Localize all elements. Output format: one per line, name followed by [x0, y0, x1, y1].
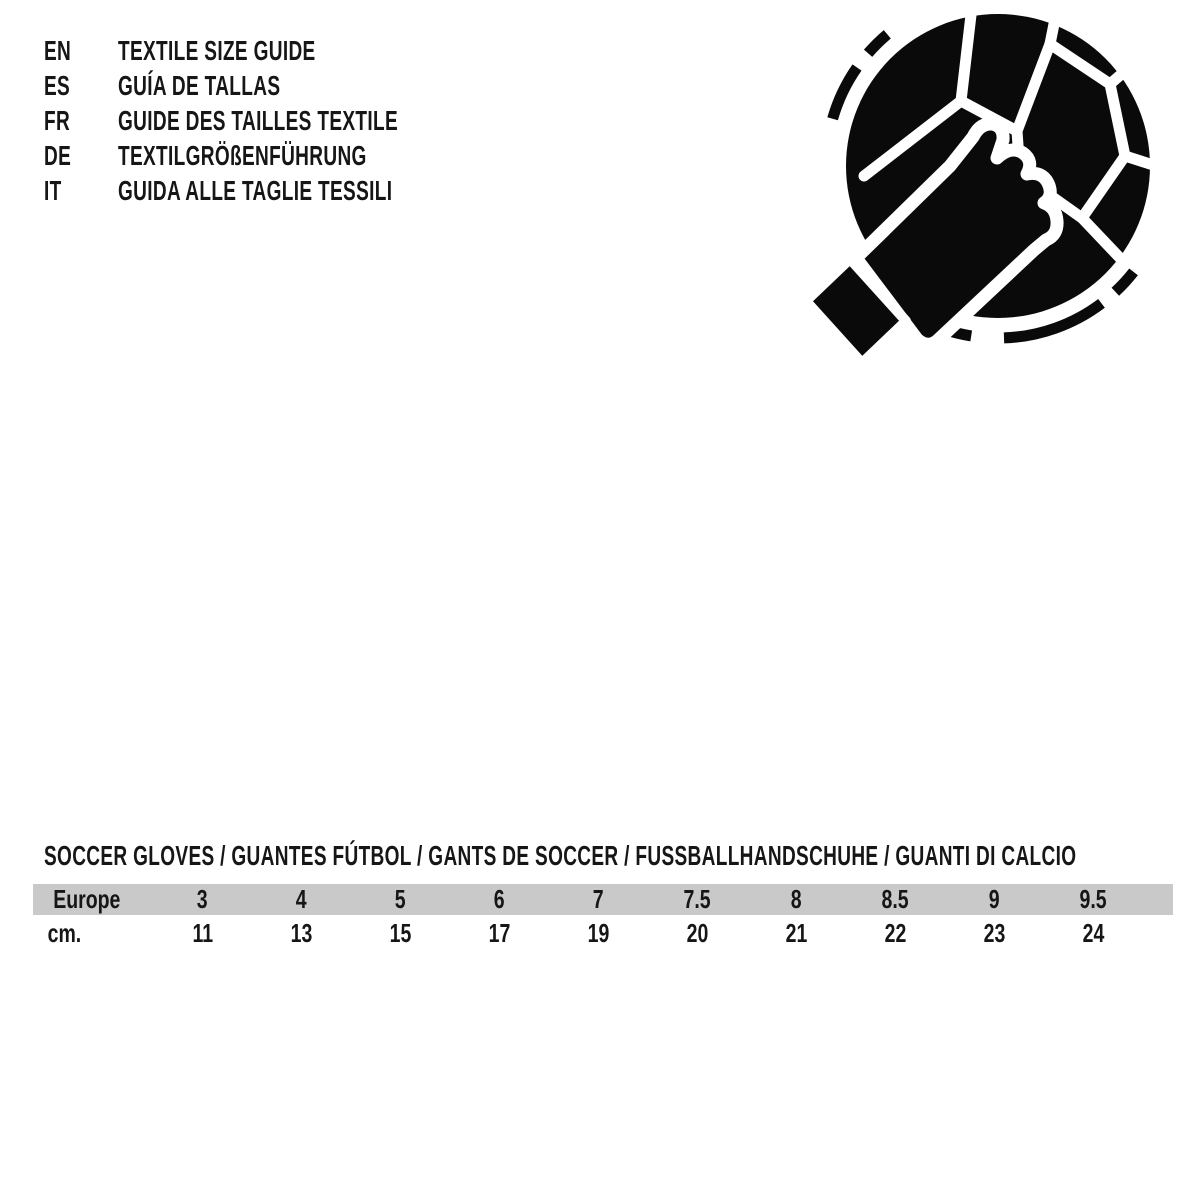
size-value: 9 [989, 884, 1000, 914]
row-label-cm: cm. [47, 917, 82, 948]
language-label: GUIDE DES TAILLES TEXTILE [118, 104, 399, 136]
language-label: TEXTILGRÖßENFÜHRUNG [118, 139, 367, 171]
language-code: FR [44, 104, 71, 136]
cm-value: 21 [785, 917, 808, 948]
size-value: 6 [494, 884, 505, 914]
cm-value: 19 [587, 917, 610, 948]
size-table-title-text: SOCCER GLOVES / GUANTES FÚTBOL / GANTS DE SOCCER / FUSSBALLHANDSCHUHE / GUANTI DI CALCIO [44, 840, 1077, 871]
language-label: TEXTILE SIZE GUIDE [118, 34, 316, 66]
cm-value: 11 [192, 917, 213, 948]
language-code: IT [44, 174, 62, 206]
size-table-cm-row [33, 915, 1173, 951]
language-label: GUÍA DE TALLAS [118, 69, 281, 101]
language-row [44, 33, 530, 68]
size-value: 4 [296, 884, 307, 914]
soccer-ball-glove-svg [804, 6, 1168, 372]
language-code: ES [44, 69, 71, 101]
goalkeeper-glove-soccer-ball-icon [804, 6, 1168, 372]
size-value: 8.5 [881, 884, 910, 914]
size-value: 7.5 [683, 884, 712, 914]
language-row [44, 173, 530, 208]
size-table-header-row [33, 884, 1173, 915]
cm-value: 23 [983, 917, 1006, 948]
cm-value: 13 [290, 917, 313, 948]
row-label-europe: Europe [53, 884, 121, 914]
cm-value: 20 [686, 917, 709, 948]
cm-value: 24 [1082, 917, 1105, 948]
language-row [44, 68, 530, 103]
size-value: 8 [791, 884, 802, 914]
language-row [44, 138, 530, 173]
size-value: 9.5 [1079, 884, 1108, 914]
language-list [44, 33, 530, 208]
language-code: EN [44, 34, 72, 66]
size-table-title [44, 840, 1200, 872]
size-value: 3 [197, 884, 208, 914]
language-row [44, 103, 530, 138]
size-value: 5 [395, 884, 406, 914]
language-code: DE [44, 139, 72, 171]
language-label: GUIDA ALLE TAGLIE TESSILI [118, 174, 393, 206]
cm-value: 17 [488, 917, 511, 948]
size-value: 7 [593, 884, 604, 914]
cm-value: 15 [389, 917, 412, 948]
cm-value: 22 [884, 917, 907, 948]
